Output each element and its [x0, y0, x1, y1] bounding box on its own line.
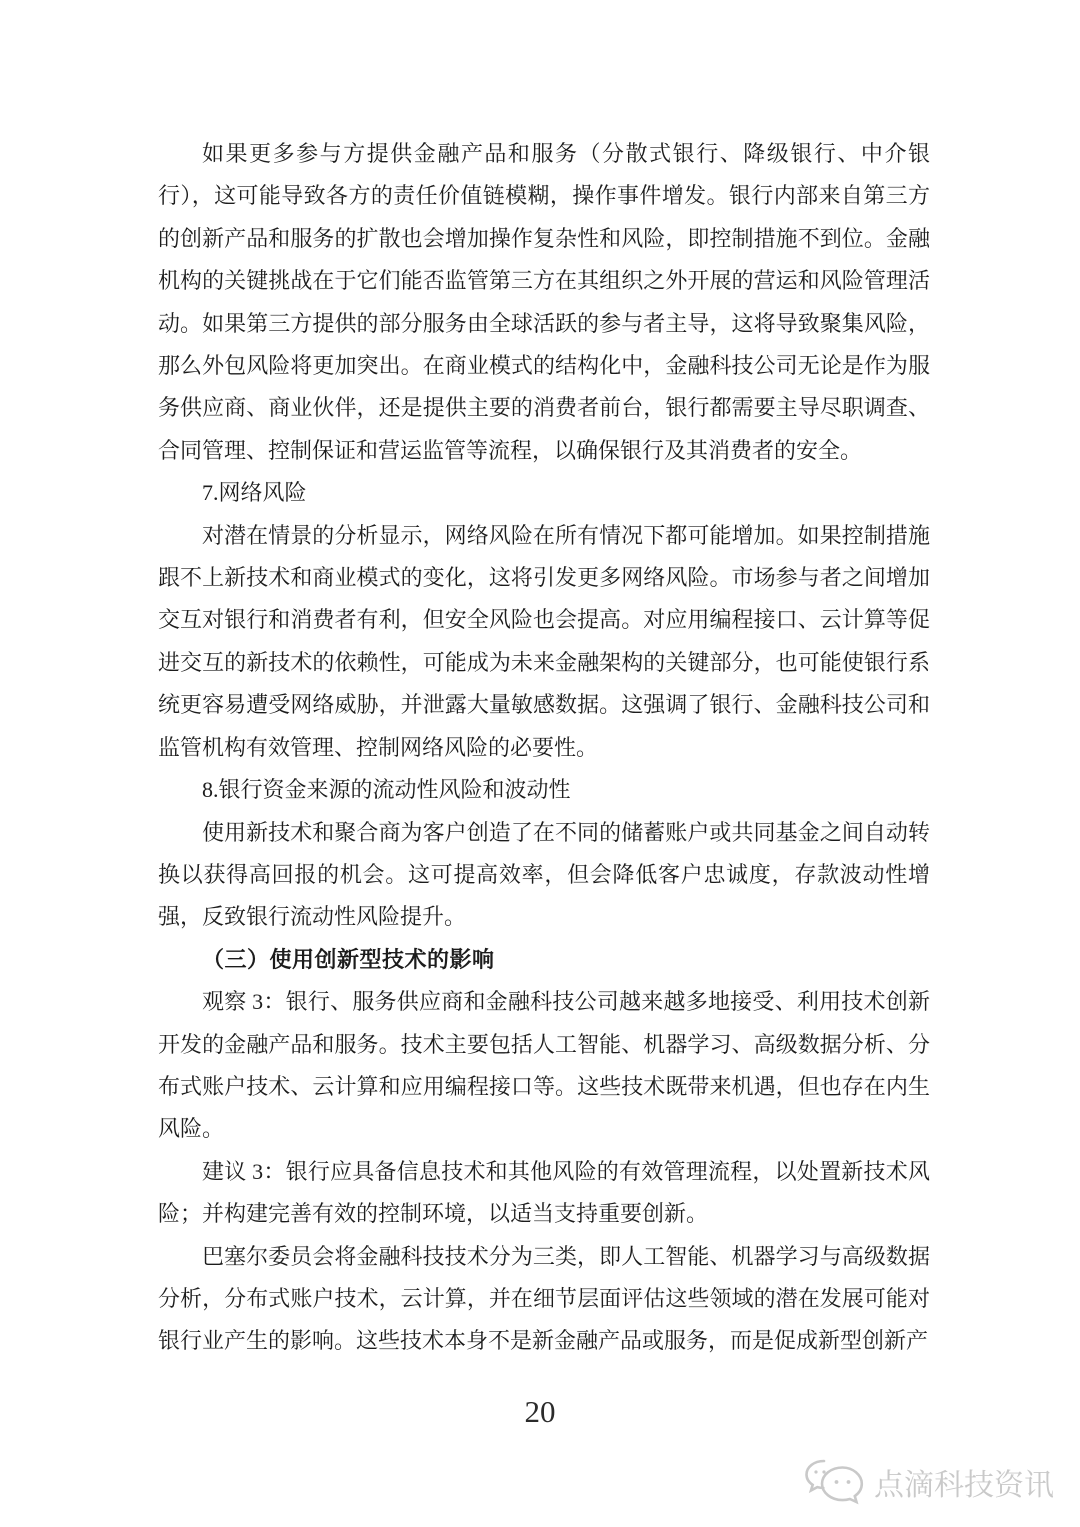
numbered-heading: 8.银行资金来源的流动性风险和波动性 [202, 777, 571, 803]
numbered-heading: 7.网络风险 [202, 480, 307, 506]
section-heading: （三）使用创新型技术的影响 [202, 946, 495, 972]
wechat-speech-bubbles-icon [803, 1456, 867, 1508]
paragraph: 使用新技术和聚合商为客户创造了在不同的储蓄账户或共同基金之间自动转换以获得高回报的机会。这可提高效率，但会降低客户忠诚度，存款波动性增强，反致银行流动性风险提升。 [158, 819, 930, 930]
page-number: 20 [524, 1394, 556, 1429]
watermark [803, 1456, 1054, 1508]
watermark-text: 点滴科技资讯 [874, 1469, 1054, 1502]
paragraph: 巴塞尔委员会将金融科技技术分为三类，即人工智能、机器学习与高级数据分析，分布式账户技术，云计算，并在细节层面评估这些领域的潜在发展可能对银行业产生的影响。这些技术本身不是新金融产品或服务，而是促成新型创新产 [158, 1243, 930, 1354]
paragraph: 如果更多参与方提供金融产品和服务（分散式银行、降级银行、中介银行），这可能导致各方的责任价值链模糊，操作事件增发。银行内部来自第三方的创新产品和服务的扩散也会增加操作复杂性和风险，即控制措施不到位。金融机构的关键挑战在于它们能否监管第三方在其组织之外开展的营运和风险管理活动。如果第三方提供的部分服务由全球活跃的参与者主导，这将导致聚集风险，那么外包风险将更加突出。在商业模式的结构化中，金融科技公司无论是作为服务供应商、商业伙伴，还是提供主要的消费者前台，银行都需要主导尽职调查、合同管理、控制保证和营运监管等流程，以确保银行及其消费者的安全。 [158, 141, 930, 463]
paragraph: 对潜在情景的分析显示，网络风险在所有情况下都可能增加。如果控制措施跟不上新技术和商业模式的变化，这将引发更多网络风险。市场参与者之间增加交互对银行和消费者有利，但安全风险也会提高。对应用编程接口、云计算等促进交互的新技术的依赖性，可能成为未来金融架构的关键部分，也可能使银行系统更容易遭受网络威胁，并泄露大量敏感数据。这强调了银行、金融科技公司和监管机构有效管理、控制网络风险的必要性。 [158, 522, 930, 760]
document-body [158, 133, 930, 1363]
paragraph: 观察 3：银行、服务供应商和金融科技公司越来越多地接受、利用技术创新开发的金融产品和服务。技术主要包括人工智能、机器学习、高级数据分析、分布式账户技术、云计算和应用编程接口等。这些技术既带来机遇，但也存在内生风险。 [158, 989, 930, 1142]
paragraph: 建议 3：银行应具备信息技术和其他风险的有效管理流程，以处置新技术风险；并构建完善有效的控制环境，以适当支持重要创新。 [158, 1158, 930, 1227]
